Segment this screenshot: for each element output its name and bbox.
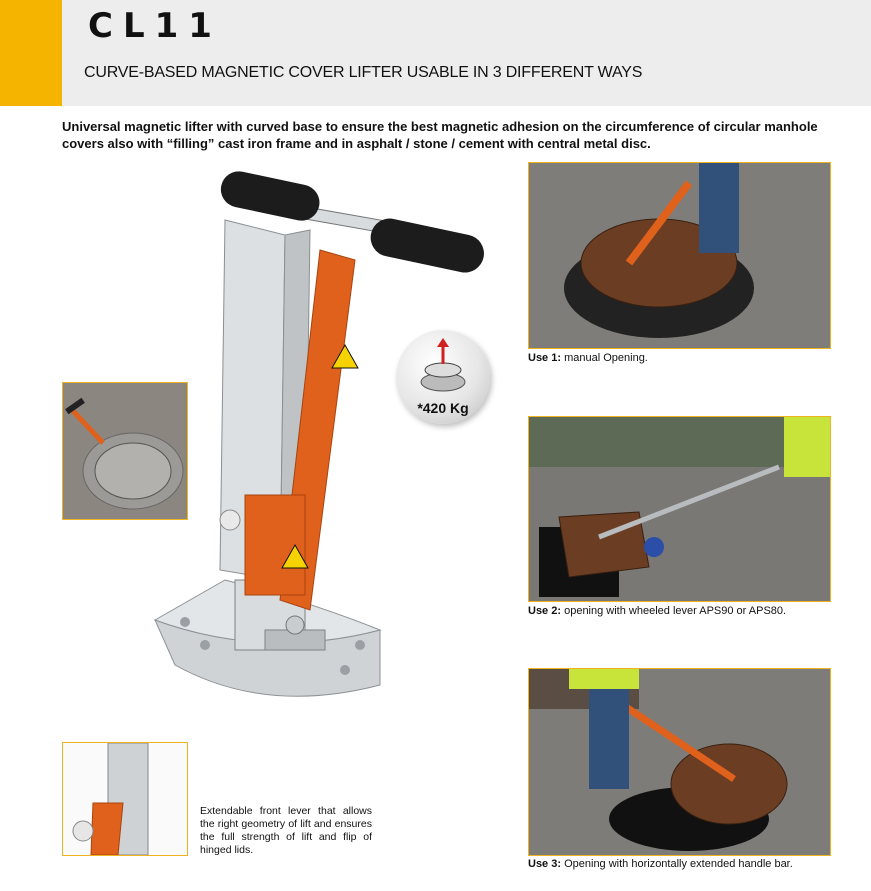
detail-photo-cover <box>62 382 188 520</box>
use-1-text: manual Opening. <box>561 352 648 364</box>
use-3-label: Use 3: <box>528 858 562 870</box>
detail-photo-lever <box>62 742 188 856</box>
use-3-text: Opening with horizontally extended handle bar. <box>561 858 793 870</box>
use-1-photo <box>528 162 831 349</box>
manhole-lift-icon <box>418 338 468 396</box>
use-3-caption <box>528 858 793 870</box>
side-note: Extendable front lever that allows the right geometry of lift and ensures the full strength of lift and flip of hinged lids. <box>200 805 372 856</box>
use-1-caption <box>528 352 648 364</box>
use-2-label: Use 2: <box>528 605 562 617</box>
capacity-badge <box>396 330 490 424</box>
product-code: CL11 <box>88 6 222 46</box>
accent-bar <box>0 0 62 106</box>
capacity-label: *420 Kg <box>417 400 469 416</box>
intro-text: Universal magnetic lifter with curved base to ensure the best magnetic adhesion on the circumference of circular manhole covers also with “filling” cast iron frame and in asphalt / stone / cement with central metal disc. <box>62 119 818 151</box>
use-2-caption <box>528 605 786 617</box>
product-subtitle: CURVE-BASED MAGNETIC COVER LIFTER USABLE IN 3 DIFFERENT WAYS <box>84 64 643 81</box>
use-3-photo <box>528 668 831 856</box>
use-2-text: opening with wheeled lever APS90 or APS80. <box>561 605 787 617</box>
use-1-label: Use 1: <box>528 352 562 364</box>
use-2-photo <box>528 416 831 602</box>
product-image <box>145 160 505 730</box>
